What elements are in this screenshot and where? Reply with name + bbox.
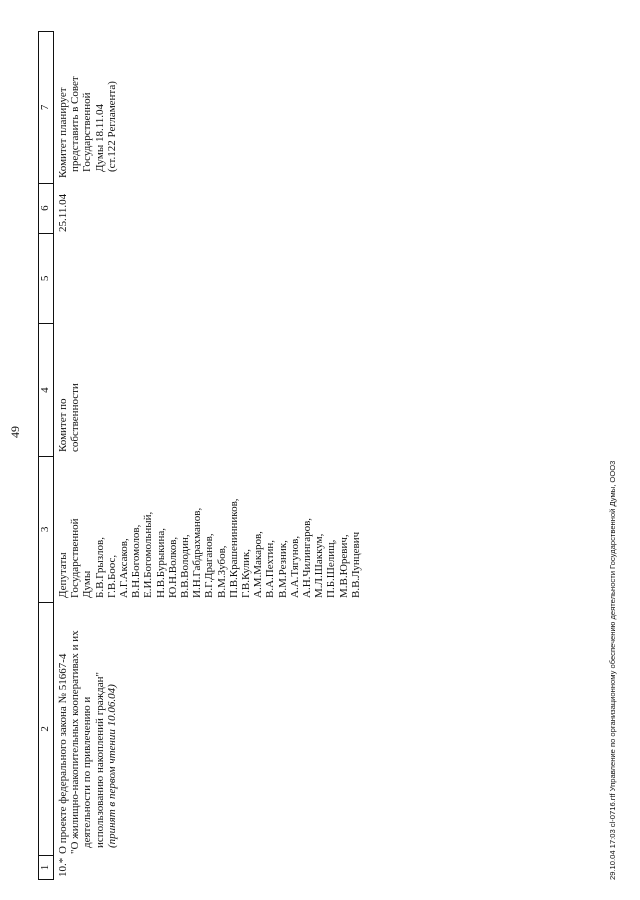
remarks-line-4: Думы 18.11.04 [93,103,106,172]
header-cell-7: 7 [39,104,51,111]
initiator-line: М.В.Юревич, [337,534,350,598]
page-number: 49 [8,426,22,438]
row-number: 10.* [57,857,69,877]
initiator-line: Б.В.Грызлов, [93,537,106,598]
initiator-line: Депутаты [57,552,69,598]
initiator-line: Думы [81,570,94,598]
data-table [38,31,362,880]
header-cell-6: 6 [39,183,53,233]
initiators-cell [54,456,362,602]
header-cell-1: 1 [39,855,53,879]
initiator-line: И.Н.Габдрахманов, [191,507,204,598]
column-5-cell [54,232,362,323]
initiator-line: В.А.Пехтин, [264,539,277,598]
initiator-line: Г.В.Боос, [105,554,118,598]
bill-title-line-1: О проекте федерального закона № 51667-4 [57,653,69,854]
committee-line-2: собственности [69,383,82,452]
initiator-line: В.В.Володин, [179,534,192,598]
initiator-line: П.Б.Шелищ, [325,539,338,598]
header-cell-5: 5 [39,233,53,324]
date-cell: 25.11.04 [57,193,69,232]
initiator-line: М.Л.Шаккум, [313,533,326,598]
remarks-cell [54,31,362,182]
committee-line-1: Комитет по [57,398,69,452]
initiator-line: В.Н.Богомолов, [130,524,143,598]
remarks-line-3: Государственной [81,92,94,172]
initiator-line: В.М.Зубов, [215,545,228,598]
remarks-line-1: Комитет планирует [57,87,69,178]
initiator-line: П.В.Крашенинников, [227,498,240,598]
initiator-line: А.Н.Чилингаров, [301,517,314,598]
initiator-line: Н.В.Бурыкина, [154,528,167,598]
initiator-line: В.В.Лунцевич [349,531,362,598]
bill-title-line-4: использованию накоплений граждан" [93,671,106,848]
initiator-line: Е.И.Богомольный, [142,511,155,598]
bill-reading-note: (принят в первом чтении 10.06.04) [105,684,118,848]
initiator-line: В.М.Резник, [276,540,289,598]
header-cell-4: 4 [39,323,53,456]
bill-title-line-3: деятельности по привлечению и [81,696,94,848]
initiator-line: А.Г.Аксаков, [118,538,131,598]
remarks-line-5: (ст.122 Регламента) [105,81,118,172]
table-row [54,31,362,880]
header-cell-3: 3 [39,456,53,602]
initiator-line: В.Г.Драганов, [203,533,216,598]
initiator-line: Ю.Н.Волков, [166,536,179,598]
bill-title-cell [54,602,362,856]
table-header-row [38,31,54,880]
committee-cell [54,323,362,456]
remarks-line-2: представить в Совет [69,76,82,172]
initiator-line: Г.В.Кулик, [240,549,253,598]
initiator-line: А.А.Тягунов, [288,535,301,598]
bill-title-line-2: "О жилищно-накопительных кооперативах и их [69,630,82,854]
initiator-line: А.М.Макаров, [252,531,265,598]
initiator-line: Государственной [69,518,82,598]
footer-note: 29.10.04 17:03 cl-0716.rtf Управление по организационному обеспечению деятельности Государственной Думы, ООО3 [608,460,617,880]
header-cell-2: 2 [39,602,53,855]
